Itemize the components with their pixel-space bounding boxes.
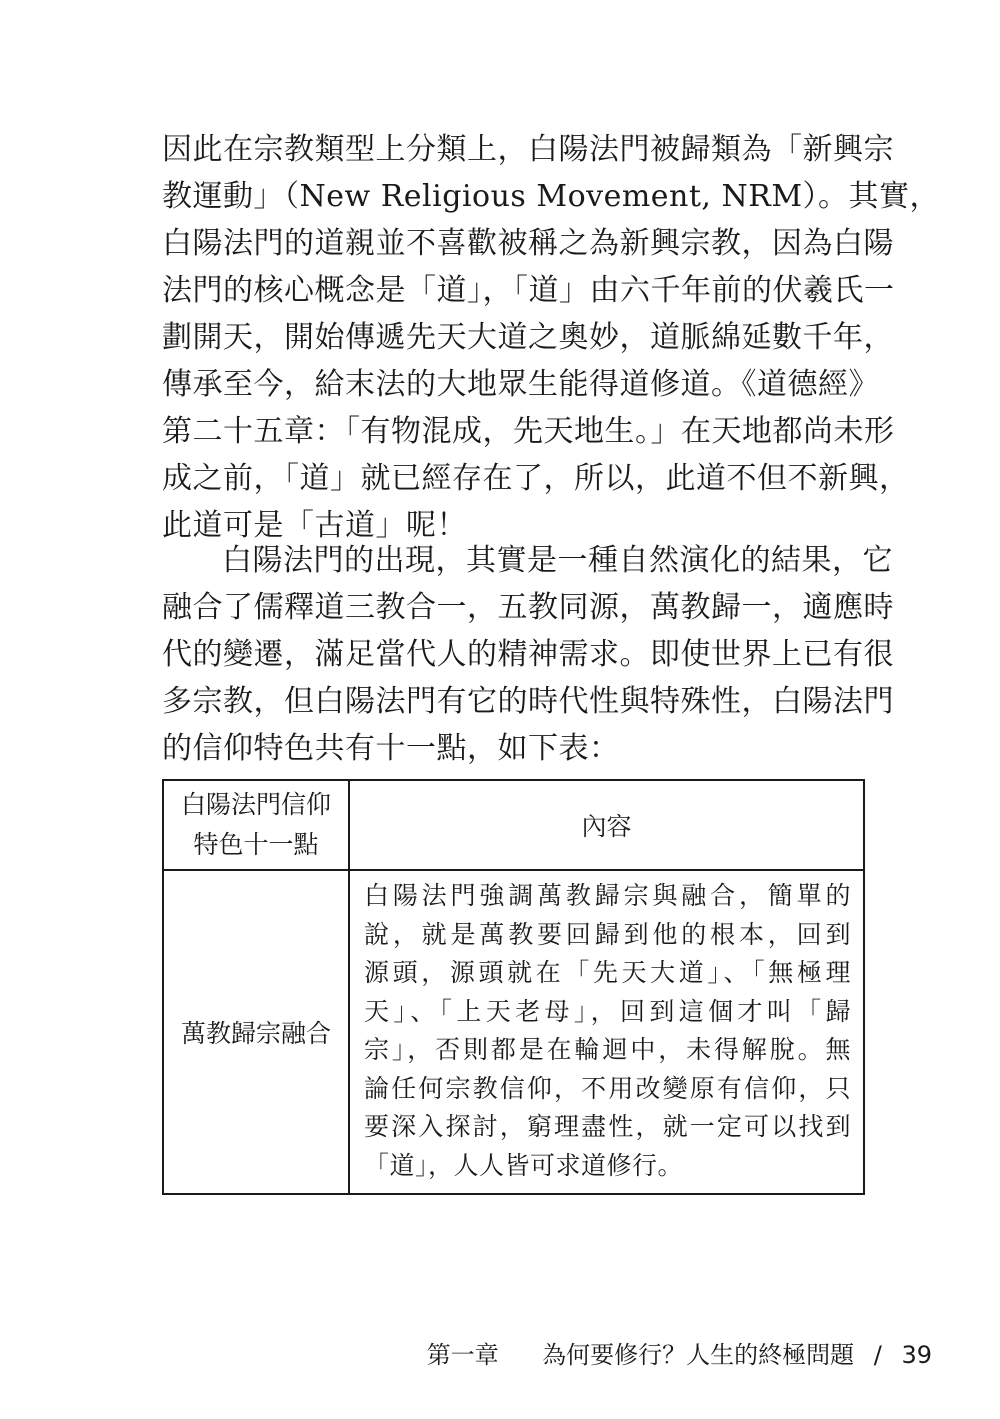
table-cell-content [349,870,864,1194]
cell-text-line: 「道」，人人皆可求道修行。 [364,1150,684,1180]
cell-text-line: 說，就是萬教要回歸到他的根本，回到 [364,919,851,949]
footer-separator: / [873,1341,882,1369]
text-line: 白陽法門的出現，其實是一種自然演化的結果，它 [222,543,893,578]
cell-text-line: 要深入探討，窮理盡性，就一定可以找到 [364,1112,851,1141]
cell-text-line: 源頭，源頭就在「先天大道」、「無極理 [364,958,851,987]
footer-chapter-title: 為何要修行？人生的終極問題 [542,1341,855,1369]
text-line: 融合了儒釋道三教合一，五教同源，萬教歸一，適應時 [162,590,894,625]
text-line: 因此在宗教類型上分類上，白陽法門被歸類為「新興宗 [162,132,894,167]
text-line: 白陽法門的道親並不喜歡被稱之為新興宗教，因為白陽 [162,226,894,261]
paragraph-2 [162,537,894,772]
table-header-feature-line-2: 特色十一點 [193,830,319,859]
text-line: 傳承至今，給末法的大地眾生能得道修道。《道德經》 [162,367,879,402]
text-line: 多宗教，但白陽法門有它的時代性與特殊性，白陽法門 [162,684,894,719]
cell-text-line: 宗」，否則都是在輪迴中，未得解脫。無 [364,1035,851,1064]
text-line: 此道可是「古道」呢！ [162,508,467,543]
text-line: 教運動」（New Religious Movement, NRM）。其實， [162,179,941,214]
text-line: 代的變遷，滿足當代人的精神需求。即使世界上已有很 [162,637,894,672]
table-header-content: 內容 [349,780,864,870]
cell-text-line: 天」、「上天老母」，回到這個才叫「歸 [364,996,851,1026]
table-cell-feature-title: 萬教歸宗融合 [163,870,349,1194]
text-line: 第二十五章：「有物混成，先天地生。」在天地都尚未形 [162,414,895,449]
table-header-feature-line-1: 白陽法門信仰 [180,790,331,819]
text-line: 劃開天，開始傳遞先天大道之奧妙，道脈綿延數千年， [162,320,894,355]
text-line: 法門的核心概念是「道」，「道」由六千年前的伏羲氏一 [162,273,895,308]
footer-chapter: 第一章 [426,1341,499,1369]
page-number: 39 [901,1341,932,1369]
table-header-row [163,780,864,870]
paragraph-1 [162,126,941,549]
feature-table [162,779,865,1195]
page-footer [427,1335,932,1370]
text-line: 成之前，「道」就已經存在了，所以，此道不但不新興， [162,461,910,496]
table-header-feature [163,780,349,870]
table-row [163,870,864,1194]
cell-text-line: 論任何宗教信仰，不用改變原有信仰，只 [364,1073,851,1103]
cell-text-line: 白陽法門強調萬教歸宗與融合，簡單的 [364,881,851,910]
text-line: 的信仰特色共有十一點，如下表： [162,731,620,766]
